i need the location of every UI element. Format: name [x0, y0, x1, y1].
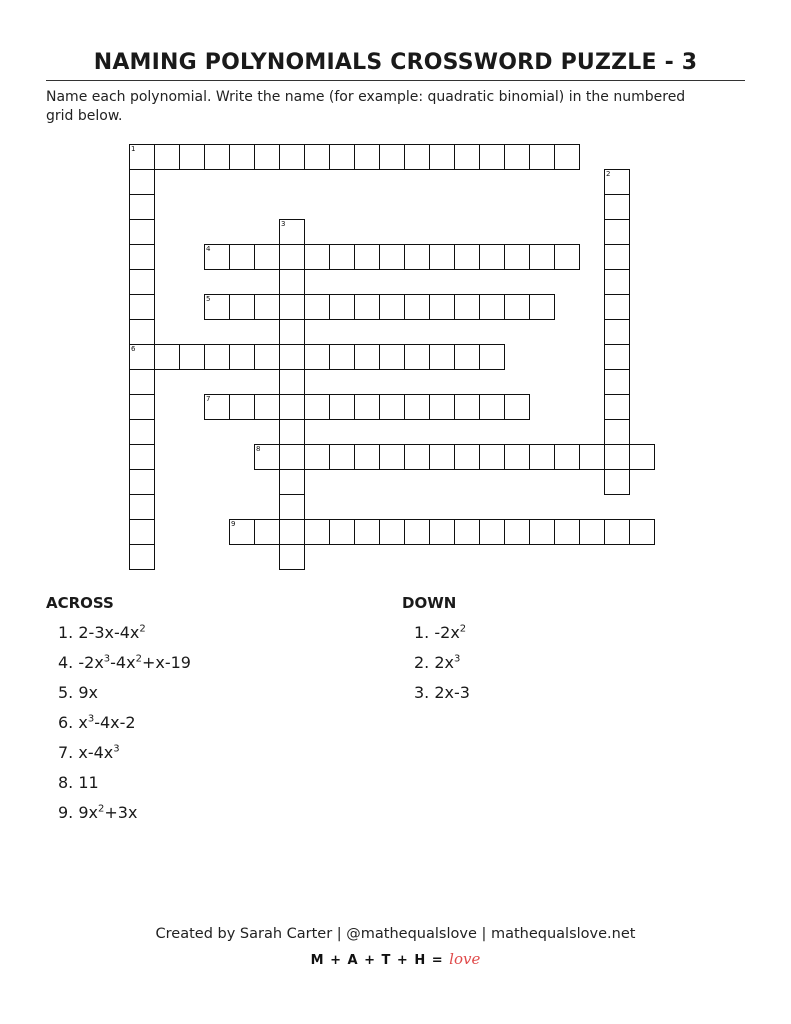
- grid-cell[interactable]: [129, 344, 155, 370]
- grid-cell[interactable]: [479, 244, 505, 270]
- title-divider: [46, 80, 745, 81]
- grid-cell[interactable]: [429, 344, 455, 370]
- grid-cell[interactable]: [479, 294, 505, 320]
- grid-cell[interactable]: [454, 344, 480, 370]
- clue-label: 9.: [58, 803, 79, 822]
- grid-cell[interactable]: [354, 144, 380, 170]
- grid-cell[interactable]: [279, 544, 305, 570]
- grid-cell[interactable]: [404, 144, 430, 170]
- grid-cell[interactable]: [479, 344, 505, 370]
- clue-number: 9: [231, 520, 236, 528]
- grid-cell[interactable]: [354, 244, 380, 270]
- grid-cell[interactable]: [529, 444, 555, 470]
- grid-cell[interactable]: [354, 294, 380, 320]
- grid-cell[interactable]: [279, 394, 305, 420]
- footer-brand: [0, 950, 791, 968]
- clue-number: 2: [606, 170, 611, 178]
- grid-cell[interactable]: [604, 244, 630, 270]
- grid-cell[interactable]: [279, 519, 305, 545]
- grid-cell[interactable]: [604, 344, 630, 370]
- expression-text: 2-3x-4x: [78, 623, 140, 642]
- grid-cell[interactable]: [354, 394, 380, 420]
- grid-cell[interactable]: [429, 394, 455, 420]
- grid-cell[interactable]: [354, 444, 380, 470]
- grid-cell[interactable]: [229, 344, 255, 370]
- exponent: 3: [454, 653, 461, 665]
- grid-cell[interactable]: [404, 519, 430, 545]
- expression-text: -4x: [110, 653, 136, 672]
- grid-cell[interactable]: [529, 294, 555, 320]
- across-clue: [58, 623, 146, 643]
- grid-cell[interactable]: [554, 444, 580, 470]
- grid-cell[interactable]: [629, 444, 655, 470]
- exponent: 3: [113, 743, 120, 755]
- clue-number: 1: [131, 145, 136, 153]
- across-clue: [58, 803, 137, 823]
- across-heading: ACROSS: [46, 594, 114, 612]
- brand-love: love: [449, 950, 481, 968]
- grid-cell[interactable]: [604, 519, 630, 545]
- grid-cell[interactable]: [554, 519, 580, 545]
- instructions: Name each polynomial. Write the name (for example: quadratic binomial) in the numbered grid below.: [46, 89, 686, 124]
- clue-label: 2.: [414, 653, 435, 672]
- grid-cell[interactable]: [379, 394, 405, 420]
- grid-cell[interactable]: [129, 219, 155, 245]
- expression-text: -2x: [434, 623, 460, 642]
- grid-cell[interactable]: [179, 344, 205, 370]
- clue-label: 3.: [414, 683, 435, 702]
- grid-cell[interactable]: [229, 519, 255, 545]
- expression-text: 11: [78, 773, 99, 792]
- grid-cell[interactable]: [329, 244, 355, 270]
- grid-cell[interactable]: [254, 294, 280, 320]
- expression-text: x: [78, 713, 88, 732]
- grid-cell[interactable]: [404, 244, 430, 270]
- grid-cell[interactable]: [279, 319, 305, 345]
- grid-cell[interactable]: [129, 444, 155, 470]
- clue-number: 4: [206, 245, 211, 253]
- grid-cell[interactable]: [479, 144, 505, 170]
- exponent: 2: [135, 653, 142, 665]
- expression-text: -4x-2: [94, 713, 136, 732]
- clue-label: 5.: [58, 683, 79, 702]
- grid-cell[interactable]: [129, 469, 155, 495]
- clue-label: 4.: [58, 653, 79, 672]
- grid-cell[interactable]: [379, 144, 405, 170]
- across-clue: [58, 773, 99, 793]
- grid-cell[interactable]: [604, 419, 630, 445]
- grid-cell[interactable]: [329, 294, 355, 320]
- grid-cell[interactable]: [304, 294, 330, 320]
- grid-cell[interactable]: [604, 444, 630, 470]
- grid-cell[interactable]: [429, 519, 455, 545]
- grid-cell[interactable]: [529, 144, 555, 170]
- grid-cell[interactable]: [404, 394, 430, 420]
- grid-cell[interactable]: [429, 144, 455, 170]
- grid-cell[interactable]: [279, 419, 305, 445]
- grid-cell[interactable]: [604, 294, 630, 320]
- grid-cell[interactable]: [304, 344, 330, 370]
- clue-label: 1.: [414, 623, 435, 642]
- grid-cell[interactable]: [204, 344, 230, 370]
- grid-cell[interactable]: [129, 244, 155, 270]
- grid-cell[interactable]: [329, 144, 355, 170]
- grid-cell[interactable]: [379, 244, 405, 270]
- grid-cell[interactable]: [304, 444, 330, 470]
- grid-cell[interactable]: [204, 294, 230, 320]
- grid-cell[interactable]: [279, 294, 305, 320]
- grid-cell[interactable]: [454, 519, 480, 545]
- grid-cell[interactable]: [529, 519, 555, 545]
- grid-cell[interactable]: [404, 344, 430, 370]
- across-clue: [58, 743, 120, 763]
- grid-cell[interactable]: [504, 144, 530, 170]
- grid-cell[interactable]: [454, 294, 480, 320]
- grid-cell[interactable]: [279, 219, 305, 245]
- grid-cell[interactable]: [454, 244, 480, 270]
- grid-cell[interactable]: [579, 444, 605, 470]
- grid-cell[interactable]: [429, 444, 455, 470]
- footer-credit: Created by Sarah Carter | @mathequalslove | mathequalslove.net: [155, 926, 636, 942]
- grid-cell[interactable]: [304, 519, 330, 545]
- down-clue: [414, 683, 470, 703]
- grid-cell[interactable]: [204, 394, 230, 420]
- grid-cell[interactable]: [129, 419, 155, 445]
- down-clue: [414, 653, 460, 673]
- grid-cell[interactable]: [229, 144, 255, 170]
- grid-cell[interactable]: [279, 244, 305, 270]
- grid-cell[interactable]: [329, 344, 355, 370]
- grid-cell[interactable]: [279, 494, 305, 520]
- grid-cell[interactable]: [129, 194, 155, 220]
- grid-cell[interactable]: [129, 494, 155, 520]
- grid-cell[interactable]: [254, 394, 280, 420]
- grid-cell[interactable]: [229, 294, 255, 320]
- exponent: 2: [459, 623, 467, 635]
- down-clue: [414, 623, 466, 643]
- grid-cell[interactable]: [504, 244, 530, 270]
- grid-cell[interactable]: [354, 344, 380, 370]
- grid-cell[interactable]: [504, 394, 530, 420]
- grid-cell[interactable]: [279, 269, 305, 295]
- grid-cell[interactable]: [129, 319, 155, 345]
- grid-cell[interactable]: [479, 444, 505, 470]
- grid-cell[interactable]: [254, 344, 280, 370]
- clue-label: 1.: [58, 623, 79, 642]
- expression-text: 9x: [78, 683, 99, 702]
- grid-cell[interactable]: [479, 519, 505, 545]
- grid-cell[interactable]: [504, 519, 530, 545]
- grid-cell[interactable]: [604, 169, 630, 195]
- across-clue: [58, 713, 136, 733]
- down-heading: DOWN: [402, 594, 457, 612]
- grid-cell[interactable]: [304, 394, 330, 420]
- clue-label: 6.: [58, 713, 79, 732]
- expression-text: 9x: [78, 803, 99, 822]
- grid-cell[interactable]: [554, 144, 580, 170]
- grid-cell[interactable]: [554, 244, 580, 270]
- expression-text: 2x: [434, 653, 455, 672]
- grid-cell[interactable]: [329, 444, 355, 470]
- grid-cell[interactable]: [454, 444, 480, 470]
- grid-cell[interactable]: [129, 169, 155, 195]
- grid-cell[interactable]: [154, 344, 180, 370]
- grid-cell[interactable]: [604, 319, 630, 345]
- grid-cell[interactable]: [254, 244, 280, 270]
- grid-cell[interactable]: [429, 244, 455, 270]
- expression-text: -2x: [78, 653, 104, 672]
- grid-cell[interactable]: [129, 144, 155, 170]
- grid-cell[interactable]: [429, 294, 455, 320]
- grid-cell[interactable]: [304, 144, 330, 170]
- exponent: 3: [103, 653, 111, 665]
- grid-cell[interactable]: [604, 269, 630, 295]
- exponent: 3: [87, 713, 95, 725]
- grid-cell[interactable]: [129, 269, 155, 295]
- grid-cell[interactable]: [604, 194, 630, 220]
- across-clue: [58, 653, 191, 673]
- grid-cell[interactable]: [504, 294, 530, 320]
- grid-cell[interactable]: [379, 294, 405, 320]
- across-clue: [58, 683, 98, 703]
- grid-cell[interactable]: [254, 444, 280, 470]
- grid-cell[interactable]: [229, 394, 255, 420]
- grid-cell[interactable]: [379, 519, 405, 545]
- grid-cell[interactable]: [329, 394, 355, 420]
- grid-cell[interactable]: [479, 394, 505, 420]
- grid-cell[interactable]: [254, 144, 280, 170]
- grid-cell[interactable]: [279, 444, 305, 470]
- page-title: NAMING POLYNOMIALS CROSSWORD PUZZLE - 3: [93, 50, 698, 75]
- grid-cell[interactable]: [404, 294, 430, 320]
- grid-cell[interactable]: [279, 469, 305, 495]
- grid-cell[interactable]: [379, 344, 405, 370]
- grid-cell[interactable]: [604, 369, 630, 395]
- grid-cell[interactable]: [454, 394, 480, 420]
- exponent: 2: [98, 803, 105, 815]
- clue-number: 5: [206, 295, 211, 303]
- grid-cell[interactable]: [204, 244, 230, 270]
- clue-number: 3: [281, 220, 286, 228]
- grid-cell[interactable]: [604, 394, 630, 420]
- clue-number: 6: [131, 345, 136, 353]
- expression-text: x-4x: [78, 743, 114, 762]
- grid-cell[interactable]: [329, 519, 355, 545]
- clue-number: 7: [206, 395, 211, 403]
- clue-number: 8: [256, 445, 261, 453]
- grid-cell[interactable]: [454, 144, 480, 170]
- grid-cell[interactable]: [129, 519, 155, 545]
- grid-cell[interactable]: [129, 544, 155, 570]
- grid-cell[interactable]: [354, 519, 380, 545]
- grid-cell[interactable]: [529, 244, 555, 270]
- grid-cell[interactable]: [604, 219, 630, 245]
- grid-cell[interactable]: [129, 369, 155, 395]
- grid-cell[interactable]: [254, 519, 280, 545]
- clue-label: 7.: [58, 743, 79, 762]
- grid-cell[interactable]: [129, 394, 155, 420]
- grid-cell[interactable]: [154, 144, 180, 170]
- grid-cell[interactable]: [404, 444, 430, 470]
- grid-cell[interactable]: [504, 444, 530, 470]
- grid-cell[interactable]: [579, 519, 605, 545]
- grid-cell[interactable]: [604, 469, 630, 495]
- grid-cell[interactable]: [379, 444, 405, 470]
- grid-cell[interactable]: [279, 144, 305, 170]
- grid-cell[interactable]: [304, 244, 330, 270]
- grid-cell[interactable]: [179, 144, 205, 170]
- expression-text: +3x: [104, 803, 138, 822]
- expression-text: +x-19: [141, 653, 191, 672]
- grid-cell[interactable]: [279, 344, 305, 370]
- grid-cell[interactable]: [129, 294, 155, 320]
- grid-cell[interactable]: [229, 244, 255, 270]
- clue-label: 8.: [58, 773, 79, 792]
- expression-text: 2x-3: [434, 683, 470, 702]
- exponent: 2: [139, 623, 146, 635]
- grid-cell[interactable]: [629, 519, 655, 545]
- brand-text: M + A + T + H =: [310, 953, 444, 968]
- grid-cell[interactable]: [279, 369, 305, 395]
- grid-cell[interactable]: [204, 144, 230, 170]
